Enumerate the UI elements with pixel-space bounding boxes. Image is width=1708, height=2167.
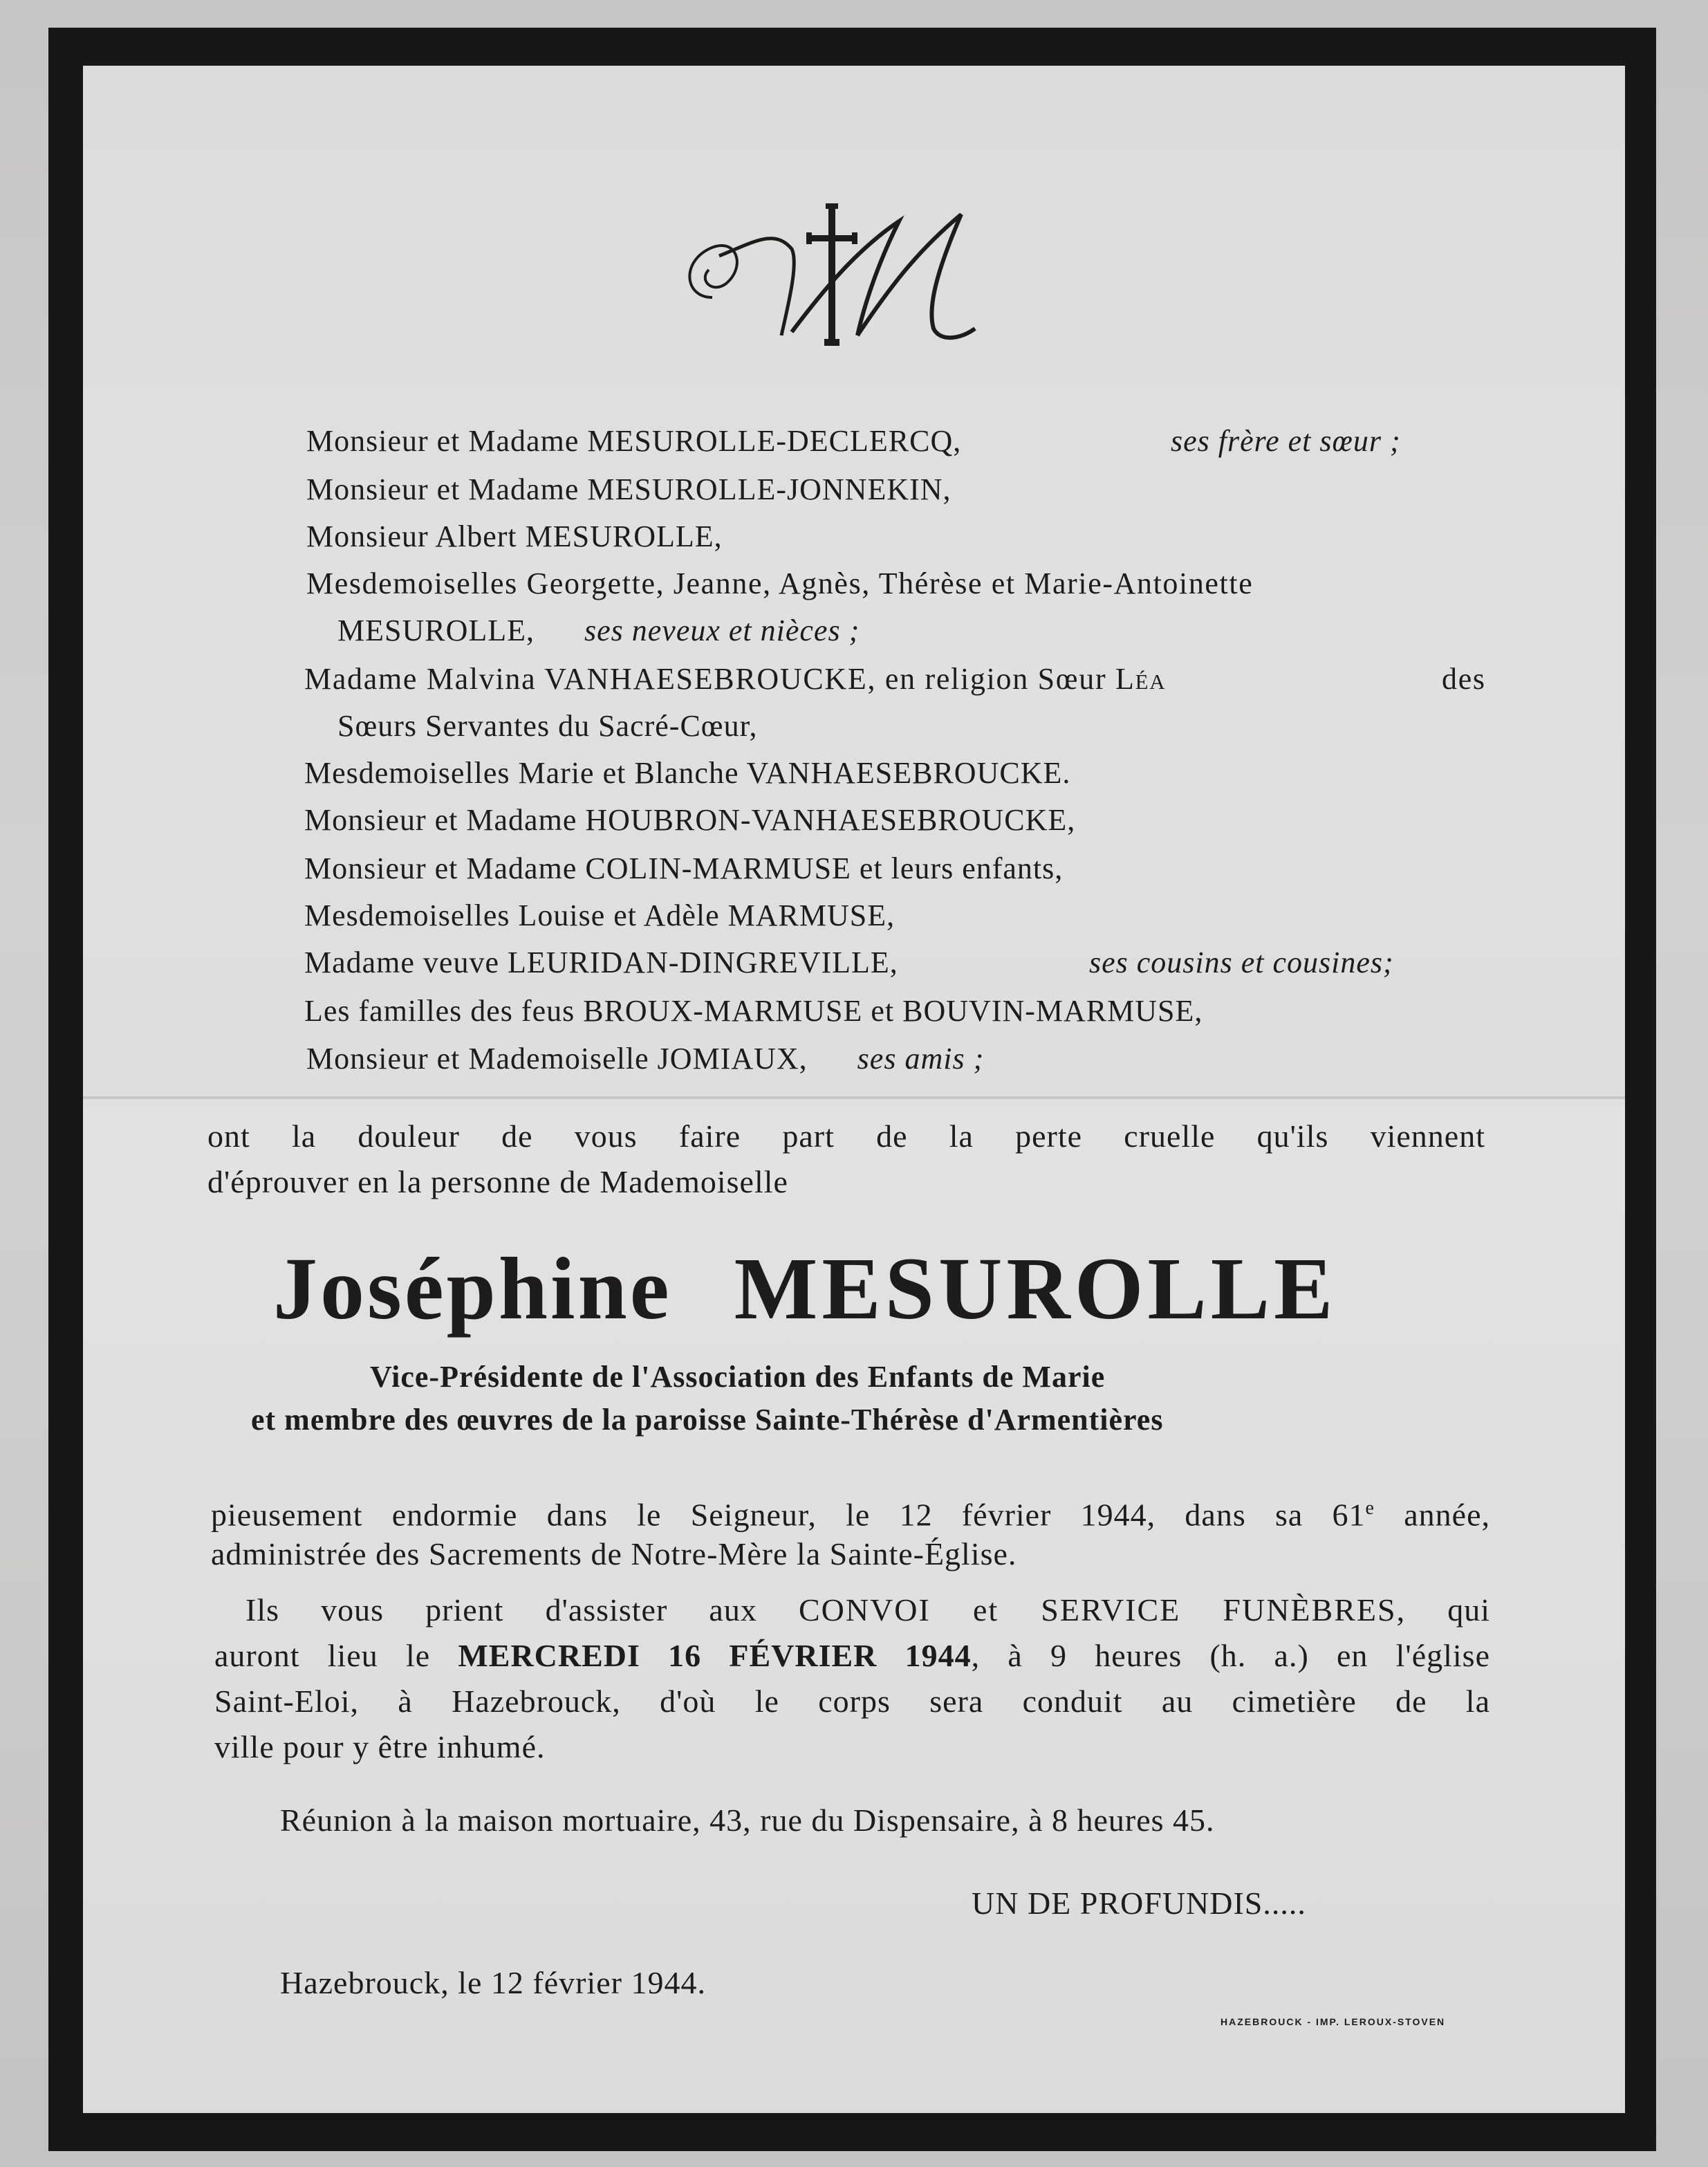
family-line: Monsieur et Madame MESUROLLE-DECLERCQ, ses frère et sœur ; bbox=[306, 424, 1401, 458]
service-paragraph: Ils vous prient d'assister aux CONVOI et SERVICE FUNÈBRES, qui auront lieu le MERCREDI 16 FÉVRIER 1944, à 9 heures (h. a.) en l'église Saint-Eloi, à Hazebrouck, d'où le corps sera conduit au cimetière de la ville pour y être inhumé. bbox=[214, 1592, 1490, 1764]
place-date: Hazebrouck, le 12 février 1944. bbox=[280, 1965, 706, 2000]
deceased-name: Joséphine MESUROLLE bbox=[273, 1239, 1337, 1338]
family-line: Monsieur et Madame COLIN-MARMUSE et leurs enfants, bbox=[304, 851, 1064, 885]
family-line: Monsieur et Madame HOUBRON-VANHAESEBROUCKE, bbox=[304, 803, 1076, 837]
prayer-line: UN DE PROFUNDIS..... bbox=[972, 1885, 1306, 1921]
intro-paragraph: ont la douleur de vous faire part de la perte cruelle qu'ils viennent d'éprouver en la personne de Mademoiselle bbox=[207, 1118, 1485, 1199]
family-line: Madame veuve LEURIDAN-DINGREVILLE, ses cousins et cousines; bbox=[304, 946, 1394, 979]
family-line: Mesdemoiselles Louise et Adèle MARMUSE, bbox=[304, 898, 895, 932]
meeting-line: Réunion à la maison mortuaire, 43, rue du Dispensaire, à 8 heures 45. bbox=[280, 1802, 1215, 1838]
family-line: Mesdemoiselles Georgette, Jeanne, Agnès, Thérèse et Marie-Antoinette bbox=[306, 566, 1254, 600]
family-line: Madame Malvina VANHAESEBROUCKE, en religion Sœur Léa des bbox=[304, 662, 1486, 696]
death-paragraph: pieusement endormie dans le Seigneur, le 12 février 1944, dans sa 61e année, administrée des Sacrements de Notre-Mère la Sainte-Église. bbox=[211, 1497, 1490, 1571]
deceased-title: Vice-Présidente de l'Association des Enfants de Marie bbox=[370, 1360, 1106, 1394]
family-line: Monsieur et Mademoiselle JOMIAUX, ses amis ; bbox=[306, 1042, 985, 1076]
cross-monogram-icon bbox=[671, 201, 1003, 360]
printer-imprint: HAZEBROUCK - IMP. LEROUX-STOVEN bbox=[1220, 2016, 1446, 2027]
family-line: Mesdemoiselles Marie et Blanche VANHAESEBROUCKE. bbox=[304, 756, 1071, 790]
family-line: Les familles des feus BROUX-MARMUSE et BOUVIN-MARMUSE, bbox=[304, 994, 1203, 1028]
deceased-title: et membre des œuvres de la paroisse Sainte-Thérèse d'Armentières bbox=[251, 1403, 1164, 1437]
family-line: Monsieur et Madame MESUROLLE-JONNEKIN, bbox=[306, 472, 952, 506]
family-line: Sœurs Servantes du Sacré-Cœur, bbox=[337, 709, 758, 743]
family-line: MESUROLLE, ses neveux et nièces ; bbox=[337, 614, 860, 647]
fold-crease bbox=[83, 1096, 1625, 1099]
family-line: Monsieur Albert MESUROLLE, bbox=[306, 519, 723, 553]
